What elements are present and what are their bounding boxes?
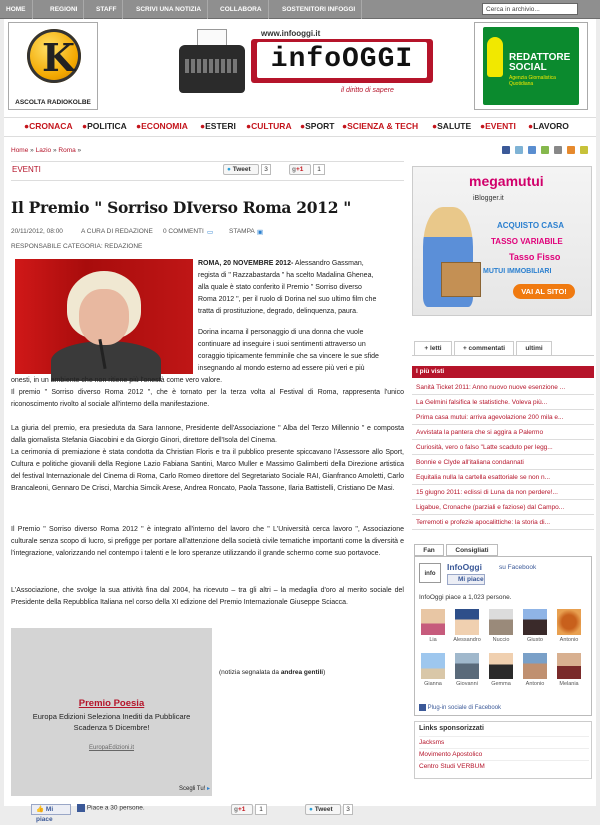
radio-caption: ASCOLTA RADIOKOLBE [15,99,91,106]
typewriter-icon [179,29,239,93]
facebook-likebox [414,556,592,716]
redattore-social-banner[interactable] [474,22,588,110]
adchoices-icon: ▸ [207,786,211,792]
social-subtitle: Agenzia Giornalistica Quotidiana [509,75,556,87]
top-navbar [0,0,600,19]
tab-most-commented[interactable]: + commentati [454,341,514,355]
iblogger-label: iBlogger.it [473,195,504,202]
ad-line-2: Scadenza 5 Dicembre! [73,723,150,732]
gplus-button[interactable]: g+1 [289,164,311,175]
facebook-icon [419,704,426,711]
article-paragraph-6: Il Premio " Sorriso diverso Roma 2012 " è integrato all'interno del lavoro che " L'Università cerca lavoro ", Associazione culturale senza scopo di lucro, si prefigge per portare all'attenzione della società civile tematiche importanti come la diversità e l'integrazione, valorizzando nel contempo i talenti e le loro speranze utilizzando il grande schermo come suo portavoce. [11,526,404,557]
gplus-g-icon: g [234,806,238,813]
twitter-bird-icon: ● [309,806,313,813]
sponsored-link[interactable]: Centro Studi VERBUM [419,760,589,771]
fan-name[interactable]: Antonio [525,681,545,687]
share-icons [502,146,592,156]
breadcrumb-sep: » [30,147,34,154]
topnav-scrivi-notizia[interactable]: SCRIVI UNA NOTIZIA [130,0,208,19]
megamutui-ad[interactable] [412,166,592,316]
reporter-name[interactable]: andrea gentili [280,669,324,676]
page [4,19,596,823]
site-logo[interactable] [169,25,439,103]
gplus-count: 1 [313,164,325,175]
delicious-icon[interactable] [528,146,536,154]
fan-name[interactable]: Gemma [491,681,511,687]
mega-line-3: Tasso Fisso [509,252,561,262]
logo-brand-box [251,39,433,83]
facebook-tabs [414,544,592,556]
megamutui-logo: megamutui [469,173,544,189]
breadcrumb-roma[interactable]: Roma [58,147,76,154]
sponsored-links-title: Links sponsorizzati [419,725,484,732]
fan-avatar[interactable] [421,653,445,679]
article-dateline: ROMA, 20 NOVEMBRE 2012- [198,260,294,267]
fan-avatar[interactable] [523,653,547,679]
fan-name[interactable]: Giusto [527,637,543,643]
article-date: 20/11/2012, 08:00 [11,228,63,235]
breadcrumb [11,147,81,154]
topnav-sostenitori[interactable]: SOSTENITORI INFOGGI [276,0,362,19]
breadcrumb-home[interactable]: Home [11,147,29,154]
fan-name[interactable]: Nuccio [492,637,510,643]
person-figure-icon [487,37,503,77]
fan-name[interactable]: Lia [429,637,437,643]
article-paragraph-4: La giuria del premio, era presieduta da Sara Iannone, Presidente dell'Associazione " Alba del Terzo Millennio " e composta dalla giornalista Stefania Giacobini e da Giorgio Ginori, direttore dell'Isola del Cinema. [11,425,404,444]
nav-scienza-tech[interactable]: ●SCIENZA & TECH [342,121,419,131]
twitter-icon[interactable] [515,146,523,154]
tab-most-read[interactable]: + letti [414,341,452,355]
mega-line-4: MUTUI IMMOBILIARI [483,268,552,275]
responsible-category: RESPONSABILE CATEGORIA: REDAZIONE [11,243,143,250]
ad-line-1: Europa Edizioni Seleziona Inediti da Pubblicare [32,712,191,721]
article-paragraph-2: Dorina incarna il personaggio di una donna che vuole continuare ad inseguire i suoi sentimenti attraverso un coraggio tipicamente femminile che sa vincere le sue sfide insegnando al mondo esterno ad essere più veri e più [198,329,379,372]
facebook-icon [77,804,85,812]
mega-line-1: ACQUISTO CASA [497,221,564,230]
article-author[interactable]: A CURA DI REDAZIONE [81,228,153,235]
fan-name[interactable]: Gianna [424,681,442,687]
fan-avatar[interactable] [523,609,547,635]
comment-icon[interactable]: ▭ [207,229,214,236]
article-comments[interactable]: 0 COMMENTI [163,228,204,235]
sponsored-links [414,721,592,779]
breadcrumb-sep: » [52,147,57,154]
most-viewed-item[interactable]: Ligabue, Cronache (parziali e faziose) dal Campo... [412,501,594,515]
ad-url[interactable]: EuropaEdizioni.it [88,745,135,751]
digg-icon[interactable] [580,146,588,154]
article-print[interactable]: STAMPA [229,228,255,235]
thumb-up-icon: 👍 [36,806,45,813]
fan-avatar[interactable] [421,609,445,635]
radio-logo-k: K [42,35,76,80]
topnav-home[interactable]: HOME [0,0,33,19]
search-input[interactable]: Cerca in archivio... [482,3,578,15]
tab-latest[interactable]: ultimi [516,341,552,355]
article-paragraph-3: Il premio " Sorriso diverso Roma 2012 ", che è tornato per la terza volta al Festival di Roma, rappresenta l'unico riconoscimento rivolto al sociale all'interno della manifestazione. [11,389,404,408]
fan-name[interactable]: Giovanni [456,681,478,687]
article-paragraph-5: La cerimonia di premiazione è stata condotta da Christian Floris e tra il pubblico presente spiccavano l'Assessore allo Sport, Cultura e politiche giovanili della Regione Lazio Fabiana Santini, Marco Muller e Massimo Galimberti della Direzione artistica del festival Internazionale del Cinema di Roma, Carlo Romeo direttore del Segretariato Sociale RAI, Gianfranco Amoletti, Carlo Brancaleoni, Gennaro De Crisci, Marchia Simcik Arese, Andrea Roncato, Paola Tassone, Ilaria Battistelli, Cristiano De Masi. [11,449,404,492]
most-viewed-item[interactable]: Bonnie e Clyde all'italiana condannati [412,456,594,470]
tweet-count: 3 [261,164,271,175]
most-viewed-item[interactable]: Equitalia nulla la cartella esattoriale se non n... [412,471,594,485]
fan-name[interactable]: Melania [559,681,579,687]
most-viewed-item[interactable]: Terremoti e profezie apocalittiche: la storia di... [412,516,594,530]
article-photo[interactable] [15,259,193,374]
most-viewed-item[interactable]: Sanità Ticket 2011: Anno nuovo nuove esenzione ... [412,381,594,395]
article-paragraph-1: ROMA, 20 NOVEMBRE 2012- Alessandro Gassman, regista di " Razzabastarda " ha scelto Madalina Ghenea, alla quale è stato conferito il Premio " Sorriso diverso Roma 2012 ", per il ruolo di Dorina nel suo ultimo film che tratta di prostituzione, degrado, delinquenza, paura. [198,260,377,315]
oknotizie-icon[interactable] [541,146,549,154]
most-viewed-item[interactable]: Curiosità, vero o falso "Latte scaduto per legg... [412,441,594,455]
fan-avatar[interactable] [489,653,513,679]
sponsored-link[interactable]: Movimento Apostolico [419,748,589,759]
fb-like-count: InfoOggi piace a 1,023 persone. [419,594,512,601]
logo-tagline: il diritto di sapere [341,87,394,94]
article-tabs [412,341,592,355]
nav-sport[interactable]: ●SPORT [300,121,335,131]
poetry-ad[interactable] [11,628,212,796]
article-category[interactable]: EVENTI [12,165,41,174]
facebook-icon[interactable] [502,146,510,154]
topnav-collabora[interactable]: COLLABORA [214,0,269,19]
radio-kolbe-banner[interactable] [8,22,98,110]
twitter-bird-icon: ● [227,166,231,173]
email-icon[interactable] [554,146,562,154]
most-viewed-item[interactable]: Prima casa mutui: arriva agevolazione 200 mila e... [412,411,594,425]
logo-text: infoOGGI [257,42,427,78]
rss-icon[interactable] [567,146,575,154]
most-viewed-item[interactable]: La Gelmini falsifica le statistiche. Voleva più... [412,396,594,410]
fb-page-name[interactable]: InfoOggi [447,562,482,572]
ad-choice[interactable]: Scegli Tu! ▸ [179,786,211,792]
fb-on-facebook: su Facebook [499,564,537,571]
box-icon [441,262,481,297]
gplus-count-bottom: 1 [255,804,267,815]
nav-cultura[interactable]: ●CULTURA [246,121,292,131]
nav-economia[interactable]: ●ECONOMIA [136,121,188,131]
nav-lavoro[interactable]: ●LAVORO [528,121,569,131]
tweet-count-bottom: 3 [343,804,353,815]
most-viewed-item[interactable]: Avvistata la pantera che si aggira a Palermo [412,426,594,440]
nav-esteri[interactable]: ●ESTERI [200,121,236,131]
mega-cta-button[interactable]: VAI AL SITO! [513,284,575,299]
reporter-note: (notizia segnalata da andrea gentili) [219,669,326,676]
fb-tab-fan[interactable]: Fan [414,544,444,556]
infooggi-avatar[interactable]: info [419,563,441,583]
gplus-g-icon: g [292,166,296,173]
social-title: REDATTORE SOCIAL [509,52,571,73]
fan-avatar[interactable] [455,653,479,679]
fb-like-button[interactable]: Mi piace [447,574,485,585]
article-title: Il Premio " Sorriso DIverso Roma 2012 " [11,198,352,217]
nav-cronaca[interactable]: ●CRONACA [24,121,73,131]
mega-line-2: TASSO VARIABILE [491,237,563,246]
fan-avatar[interactable] [557,653,581,679]
nav-politica[interactable]: ●POLITICA [82,121,127,131]
sponsored-link[interactable]: Jacksms [419,736,589,747]
article-paragraph-2-tail: onesti, in un ambiente che non ritiene più l'onestà come vero valore. [11,377,223,384]
ad-title[interactable]: Premio Poesia [78,698,145,709]
tweet-button[interactable]: ● Tweet [223,164,259,175]
most-viewed-item[interactable]: 15 giugno 2011: eclissi di Luna da non perdere!... [412,486,594,500]
social-banner-bg [483,27,579,105]
nav-salute[interactable]: ●SALUTE [432,121,472,131]
topnav-regioni[interactable]: REGIONI [44,0,84,19]
fan-avatar[interactable] [489,609,513,635]
breadcrumb-lazio[interactable]: Lazio [35,147,52,154]
breadcrumb-sep: » [77,147,82,154]
fb-tab-consigliati[interactable]: Consigliati [446,544,498,556]
bottom-share-bar [31,804,351,823]
fan-avatar[interactable] [455,609,479,635]
fan-avatar[interactable] [557,609,581,635]
fan-name[interactable]: Alessandro [453,637,481,643]
facebook-like-button[interactable]: 👍 Mi piace [31,804,71,815]
topnav-staff[interactable]: STAFF [90,0,123,19]
category-nav [4,117,596,137]
logo-url: www.infooggi.it [261,29,321,38]
facebook-like-count: Piace a 30 persone. [77,804,145,812]
printer-icon[interactable]: ▣ [257,229,264,236]
gplus-button-bottom[interactable]: g+1 [231,804,253,815]
fb-plugin-label[interactable]: Plug-in sociale di Facebook [419,704,501,711]
fan-name[interactable]: Antonio [559,637,579,643]
nav-eventi[interactable]: ●EVENTI [480,121,516,131]
most-viewed-title: I più visti [412,366,594,378]
article-paragraph-7: L'Associazione, che svolge la sua attività fina dal 2004, ha ricevuto – tra gli altri – la medaglia d'oro al merito sociale del Presidente della Repubblica Italiana nel corso della XI edizione del Premio Internazionale Giuseppe Sciacca. [11,587,404,606]
tweet-button-bottom[interactable]: ● Tweet [305,804,341,815]
